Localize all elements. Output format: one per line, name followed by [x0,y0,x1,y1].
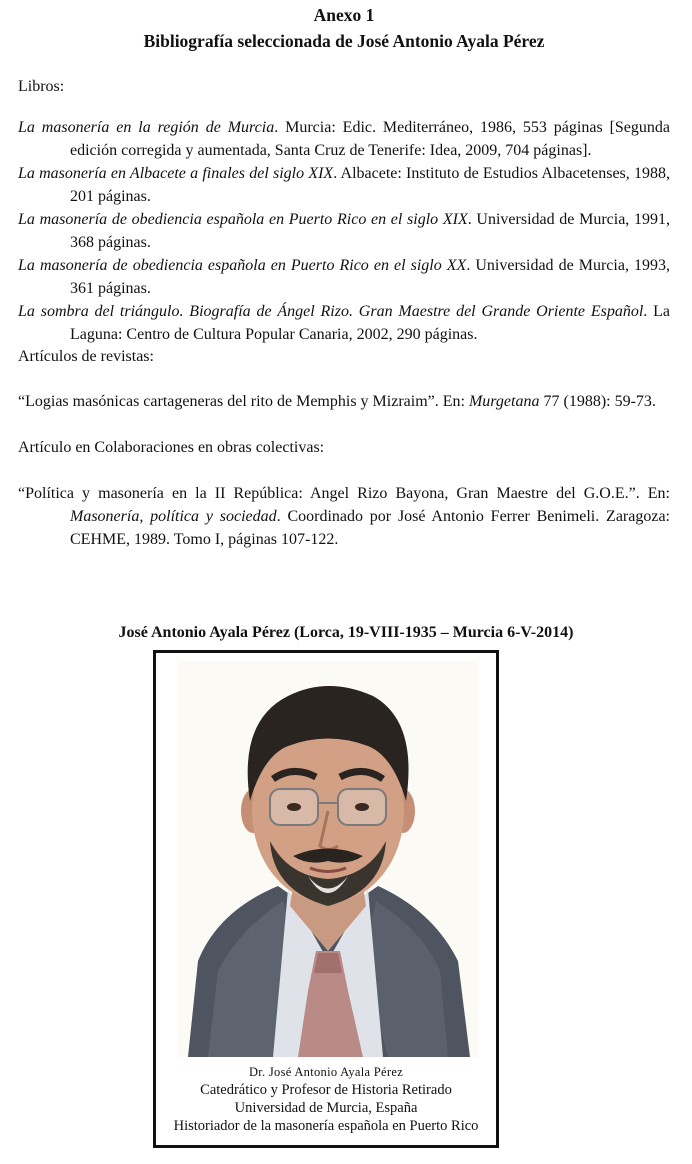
caption-name: Dr. José Antonio Ayala Pérez [248,1065,404,1079]
collab-label: Artículo en Colaboraciones en obras colectivas: [18,439,325,456]
books-list [18,116,670,346]
books-label: Libros: [18,78,65,95]
articles-label: Artículos de revistas: [18,348,154,365]
caption-line: Universidad de Murcia, España [234,1100,418,1116]
book-title: La masonería de obediencia española en Puerto Rico en el siglo XIX [18,211,468,228]
portrait-illustration [178,661,478,1057]
book-title: La sombra del triángulo. Biografía de Ángel Rizo. Gran Maestre del Grande Oriente Español [18,303,644,320]
book-entry [18,208,670,254]
article-entry [18,390,670,413]
book-entry [18,162,670,208]
collab-book: Masonería, política y sociedad [70,508,277,525]
book-title: La masonería de obediencia española en Puerto Rico en el siglo XX [18,257,467,274]
annex-heading: Anexo 1 [313,5,375,25]
document-page [18,0,670,551]
portrait-caption [156,1063,496,1135]
portrait-card [153,650,499,1148]
book-title: La masonería en Albacete a finales del siglo XIX [18,165,334,182]
portrait-heading: José Antonio Ayala Pérez (Lorca, 19-VIII-1935 – Murcia 6-V-2014) [118,624,574,641]
bibliography-title: Bibliografía seleccionada de José Antonio Ayala Pérez [143,31,545,51]
book-details: . Albacete: Instituto de Estudios Albacetenses, 1988, 201 páginas. [70,165,670,205]
book-entry [18,254,670,300]
journal-name: Murgetana [468,393,540,410]
portrait-photo [178,661,478,1057]
article-title: “Logias masónicas cartageneras del rito de Memphis y Mizraim”. En: [18,393,469,410]
book-details: . Universidad de Murcia, 1991, 368 páginas. [70,211,670,251]
book-title: La masonería en la región de Murcia [18,119,275,136]
book-entry [18,116,670,162]
book-details: . La Laguna: Centro de Cultura Popular Canaria, 2002, 290 páginas. [70,303,670,343]
collab-title: “Política y masonería en la II República: Angel Rizo Bayona, Gran Maestre del G.O.E.”. En: [18,485,670,502]
collab-entry [18,482,670,551]
caption-line: Catedrático y Profesor de Historia Retirado [200,1082,452,1098]
caption-line: Historiador de la masonería española en Puerto Rico [173,1118,479,1134]
book-entry [18,300,670,346]
book-details: . Murcia: Edic. Mediterráneo, 1986, 553 páginas [Segunda edición corregida y aumentada, Santa Cruz de Tenerife: Idea, 2009, 704 páginas]. [70,119,670,159]
book-details: . Universidad de Murcia, 1993, 361 páginas. [70,257,670,297]
article-details: 77 (1988): 59-73. [539,393,656,410]
collab-details: . Coordinado por José Antonio Ferrer Benimeli. Zaragoza: CEHME, 1989. Tomo I, páginas 107-122. [70,508,670,548]
